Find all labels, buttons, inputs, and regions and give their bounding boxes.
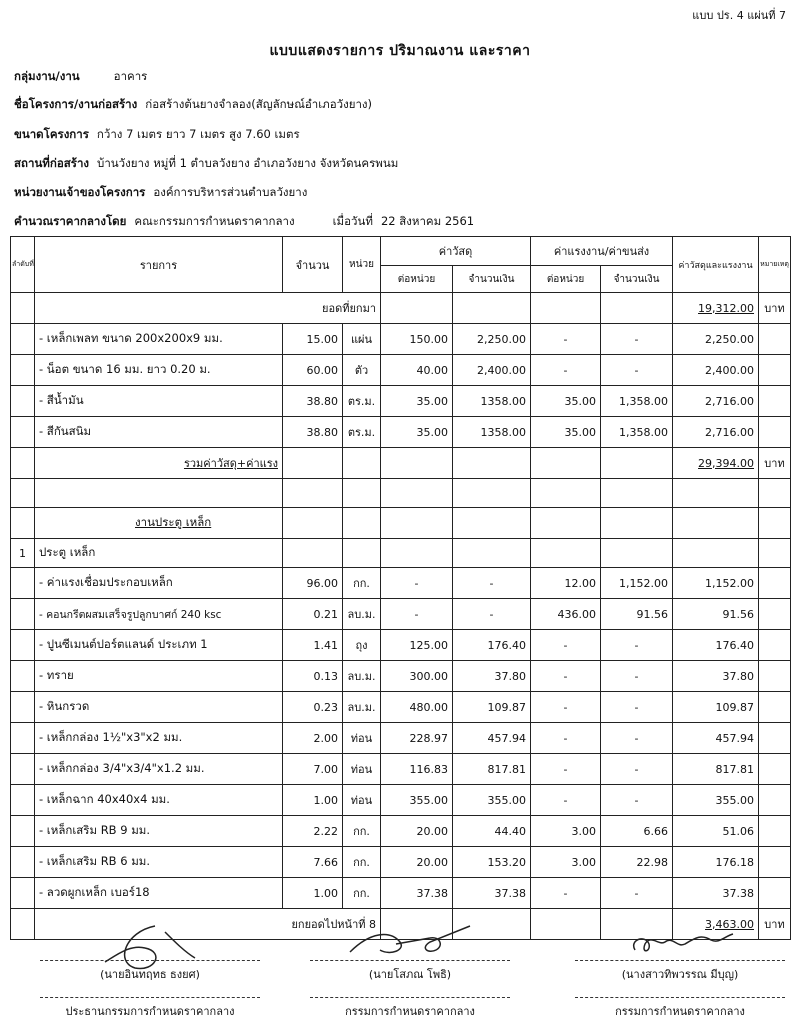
table-cell: - (601, 355, 673, 386)
carry-over-baht: บาท (759, 293, 791, 324)
table-cell: 0.13 (283, 661, 343, 692)
table-cell: - เหล็กกล่อง 3/4"x3/4"x1.2 มม. (35, 754, 283, 785)
table-cell: - (601, 723, 673, 754)
table-cell: กก. (343, 847, 381, 878)
item-number: 1 (11, 539, 35, 568)
signatory-name: (นางสาวทิพวรรณ มีบุญ) (621, 968, 739, 981)
header-group: กลุ่มงาน/งาน อาคาร (14, 69, 148, 83)
subtotal-label: รวมค่าวัสดุ+ค่าแรง (35, 448, 283, 479)
table-cell: 15.00 (283, 324, 343, 355)
table-cell: 109.87 (673, 692, 759, 723)
table-row (11, 878, 791, 909)
table-cell: - สีกันสนิม (35, 417, 283, 448)
table-cell: 176.40 (453, 630, 531, 661)
table-cell: ลบ.ม. (343, 692, 381, 723)
table-cell: 96.00 (283, 568, 343, 599)
table-cell: - หินกรวด (35, 692, 283, 723)
table-cell: 2,716.00 (673, 417, 759, 448)
table-cell: - (601, 785, 673, 816)
table-cell: 228.97 (381, 723, 453, 754)
table-cell: - คอนกรีตผสมเสร็จรูปลูกบาศก์ 240 ksc (35, 599, 283, 630)
signatory-name: (นายอินทฤทธ ธงยศ) (100, 968, 200, 981)
table-cell: 1.00 (283, 878, 343, 909)
table-cell: กก. (343, 816, 381, 847)
table-row (11, 630, 791, 661)
subtotal-total: 29,394.00 (673, 448, 759, 479)
table-cell: ท่อน (343, 785, 381, 816)
table-cell: - (531, 630, 601, 661)
table-cell: - (601, 878, 673, 909)
header-site: สถานที่ก่อสร้าง บ้านวังยาง หมู่ที่ 1 ตำบลวังยาง อำเภอวังยาง จังหวัดนครพนม (14, 156, 399, 170)
col-material-header: ค่าวัสดุ (381, 237, 531, 266)
table-cell: 1,358.00 (601, 386, 673, 417)
table-cell: 3.00 (531, 816, 601, 847)
table-cell: 0.21 (283, 599, 343, 630)
table-cell: 1.41 (283, 630, 343, 661)
table-cell: 817.81 (673, 754, 759, 785)
table-cell: - (531, 692, 601, 723)
table-cell: 6.66 (601, 816, 673, 847)
table-row (11, 816, 791, 847)
table-cell: - (531, 785, 601, 816)
col-remark-header: หมายเหตุ (759, 237, 791, 293)
carry-forward-label: ยกยอดไปหน้าที่ 8 (291, 918, 376, 931)
table-cell: 37.38 (673, 878, 759, 909)
table-row (11, 692, 791, 723)
carry-over-row (11, 293, 791, 324)
table-cell: - (453, 568, 531, 599)
table-cell: 2,250.00 (453, 324, 531, 355)
table-cell: 1358.00 (453, 386, 531, 417)
table-cell: ตร.ม. (343, 386, 381, 417)
table-cell: 38.80 (283, 417, 343, 448)
header-project: ชื่อโครงการ/งานก่อสร้าง ก่อสร้างต้นยางจำลอง(สัญลักษณ์อำเภอวังยาง) (14, 97, 373, 111)
table-cell: 38.80 (283, 386, 343, 417)
table-cell: 91.56 (601, 599, 673, 630)
table-cell: 1,152.00 (601, 568, 673, 599)
table-cell: 2,250.00 (673, 324, 759, 355)
boq-table (10, 236, 791, 940)
table-cell: - (381, 568, 453, 599)
section-label: งานประตู เหล็ก (35, 508, 283, 539)
table-cell: 355.00 (381, 785, 453, 816)
table-row (11, 599, 791, 630)
col-labor-header: ค่าแรงงาน/ค่าขนส่ง (531, 237, 673, 266)
table-cell: 109.87 (453, 692, 531, 723)
table-cell: 35.00 (381, 386, 453, 417)
carry-over-total: 19,312.00 (673, 293, 759, 324)
table-cell: 125.00 (381, 630, 453, 661)
subtotal-baht: บาท (759, 448, 791, 479)
table-cell: - (531, 878, 601, 909)
table-cell: 91.56 (673, 599, 759, 630)
table-cell: - เหล็กเสริม RB 9 มม. (35, 816, 283, 847)
blank-row (11, 479, 791, 508)
table-cell: 457.94 (453, 723, 531, 754)
table-cell: 116.83 (381, 754, 453, 785)
table-cell: - ค่าแรงเชื่อมประกอบเหล็ก (35, 568, 283, 599)
table-cell: 2,400.00 (673, 355, 759, 386)
item-label: ประตู เหล็ก (35, 539, 283, 568)
table-cell: 3.00 (531, 847, 601, 878)
table-row (11, 661, 791, 692)
table-cell: 37.80 (453, 661, 531, 692)
table-row (11, 417, 791, 448)
table-cell: - (531, 661, 601, 692)
table-cell: 2,400.00 (453, 355, 531, 386)
table-cell: แผ่น (343, 324, 381, 355)
table-cell: 37.38 (381, 878, 453, 909)
table-cell: - (601, 754, 673, 785)
col-item-header: รายการ (35, 237, 283, 293)
table-cell: 150.00 (381, 324, 453, 355)
table-cell: - น็อต ขนาด 16 มม. ยาว 0.20 ม. (35, 355, 283, 386)
table-row (11, 754, 791, 785)
sub-amount-header: จำนวนเงิน (453, 266, 531, 293)
signatory-role: กรรมการกำหนดราคากลาง (575, 997, 785, 1020)
table-cell: 817.81 (453, 754, 531, 785)
table-cell: ลบ.ม. (343, 599, 381, 630)
table-cell: 7.00 (283, 754, 343, 785)
carry-forward-baht: บาท (759, 909, 791, 940)
table-cell: - เหล็กเพลท ขนาด 200x200x9 มม. (35, 324, 283, 355)
table-row (11, 847, 791, 878)
table-cell: 1.00 (283, 785, 343, 816)
table-cell: 2.00 (283, 723, 343, 754)
table-cell: 2.22 (283, 816, 343, 847)
table-row (11, 386, 791, 417)
table-cell: 44.40 (453, 816, 531, 847)
table-cell: 176.40 (673, 630, 759, 661)
col-unit-header: หน่วย (343, 237, 381, 293)
table-cell: 1,152.00 (673, 568, 759, 599)
table-cell: 40.00 (381, 355, 453, 386)
form-number: แบบ ปร. 4 แผ่นที่ 7 (692, 9, 786, 22)
table-cell: - (453, 599, 531, 630)
item-header-row (11, 539, 791, 568)
table-cell: 1358.00 (453, 417, 531, 448)
table-cell: 457.94 (673, 723, 759, 754)
header-owner: หน่วยงานเจ้าของโครงการ องค์การบริหารส่วนตำบลวังยาง (14, 185, 308, 199)
table-cell: 2,716.00 (673, 386, 759, 417)
signature-block-member-2 (575, 926, 785, 1020)
table-cell: ท่อน (343, 723, 381, 754)
table-cell: - สีน้ำมัน (35, 386, 283, 417)
table-cell: 20.00 (381, 816, 453, 847)
table-row (11, 568, 791, 599)
table-cell: - (531, 355, 601, 386)
table-cell: ลบ.ม. (343, 661, 381, 692)
signatory-role: ประธานกรรมการกำหนดราคากลาง (40, 997, 260, 1020)
handwritten-signature-1 (95, 922, 205, 972)
table-cell: - (531, 754, 601, 785)
table-cell: - เหล็กกล่อง 1½"x3"x2 มม. (35, 723, 283, 754)
handwritten-signature-2 (340, 922, 480, 966)
table-cell: 20.00 (381, 847, 453, 878)
table-cell: 12.00 (531, 568, 601, 599)
table-cell: ตัว (343, 355, 381, 386)
header-calc: คำนวณราคากลางโดย คณะกรรมการกำหนดราคากลาง เมื่อวันที่ 22 สิงหาคม 2561 (14, 214, 475, 228)
table-cell: - (531, 324, 601, 355)
table-cell: - ลวดผูกเหล็ก เบอร์18 (35, 878, 283, 909)
table-cell: - เหล็กฉาก 40x40x4 มม. (35, 785, 283, 816)
page-title: แบบแสดงรายการ ปริมาณงาน และราคา (269, 43, 531, 59)
section-header-row (11, 508, 791, 539)
table-cell: ถุง (343, 630, 381, 661)
table-cell: 300.00 (381, 661, 453, 692)
signature-block-chair (40, 926, 260, 1020)
table-cell: - ปูนซีเมนต์ปอร์ตแลนด์ ประเภท 1 (35, 630, 283, 661)
table-row (11, 355, 791, 386)
table-cell: ท่อน (343, 754, 381, 785)
handwritten-signature-3 (615, 922, 745, 962)
table-cell: 153.20 (453, 847, 531, 878)
subtotal-row (11, 448, 791, 479)
table-cell: 35.00 (531, 417, 601, 448)
table-cell: 35.00 (381, 417, 453, 448)
table-cell: 0.23 (283, 692, 343, 723)
table-cell: กก. (343, 568, 381, 599)
table-cell: 37.38 (453, 878, 531, 909)
table-cell: 7.66 (283, 847, 343, 878)
table-cell: - (601, 661, 673, 692)
table-cell: 480.00 (381, 692, 453, 723)
table-cell: 35.00 (531, 386, 601, 417)
table-cell: 51.06 (673, 816, 759, 847)
table-cell: 355.00 (453, 785, 531, 816)
table-cell: 22.98 (601, 847, 673, 878)
signature-block-member-1 (310, 926, 510, 1020)
table-cell: 176.18 (673, 847, 759, 878)
col-qty-header: จำนวน (283, 237, 343, 293)
sub-amount2-header: จำนวนเงิน (601, 266, 673, 293)
carry-forward-total: 3,463.00 (673, 909, 759, 940)
table-row (11, 785, 791, 816)
carry-over-label: ยอดที่ยกมา (322, 302, 376, 315)
signatory-name: (นายโสภณ โพธิ) (368, 968, 452, 981)
sub-unit-price2-header: ต่อหน่วย (531, 266, 601, 293)
table-cell: - (381, 599, 453, 630)
table-cell: - ทราย (35, 661, 283, 692)
table-cell: ตร.ม. (343, 417, 381, 448)
table-cell: - (601, 692, 673, 723)
col-total-header: ค่าวัสดุและแรงงาน (673, 237, 759, 293)
table-row (11, 324, 791, 355)
sub-unit-price-header: ต่อหน่วย (381, 266, 453, 293)
table-cell: 37.80 (673, 661, 759, 692)
table-cell: 60.00 (283, 355, 343, 386)
table-cell: - เหล็กเสริม RB 6 มม. (35, 847, 283, 878)
signatory-role: กรรมการกำหนดราคากลาง (310, 997, 510, 1020)
table-cell: - (601, 630, 673, 661)
table-row (11, 723, 791, 754)
table-cell: - (531, 723, 601, 754)
table-cell: 1,358.00 (601, 417, 673, 448)
col-no-header: ลำดับที่ (11, 237, 35, 293)
table-cell: - (601, 324, 673, 355)
table-cell: 355.00 (673, 785, 759, 816)
header-size: ขนาดโครงการ กว้าง 7 เมตร ยาว 7 เมตร สูง 7.60 เมตร (14, 127, 300, 141)
table-cell: 436.00 (531, 599, 601, 630)
table-cell: กก. (343, 878, 381, 909)
